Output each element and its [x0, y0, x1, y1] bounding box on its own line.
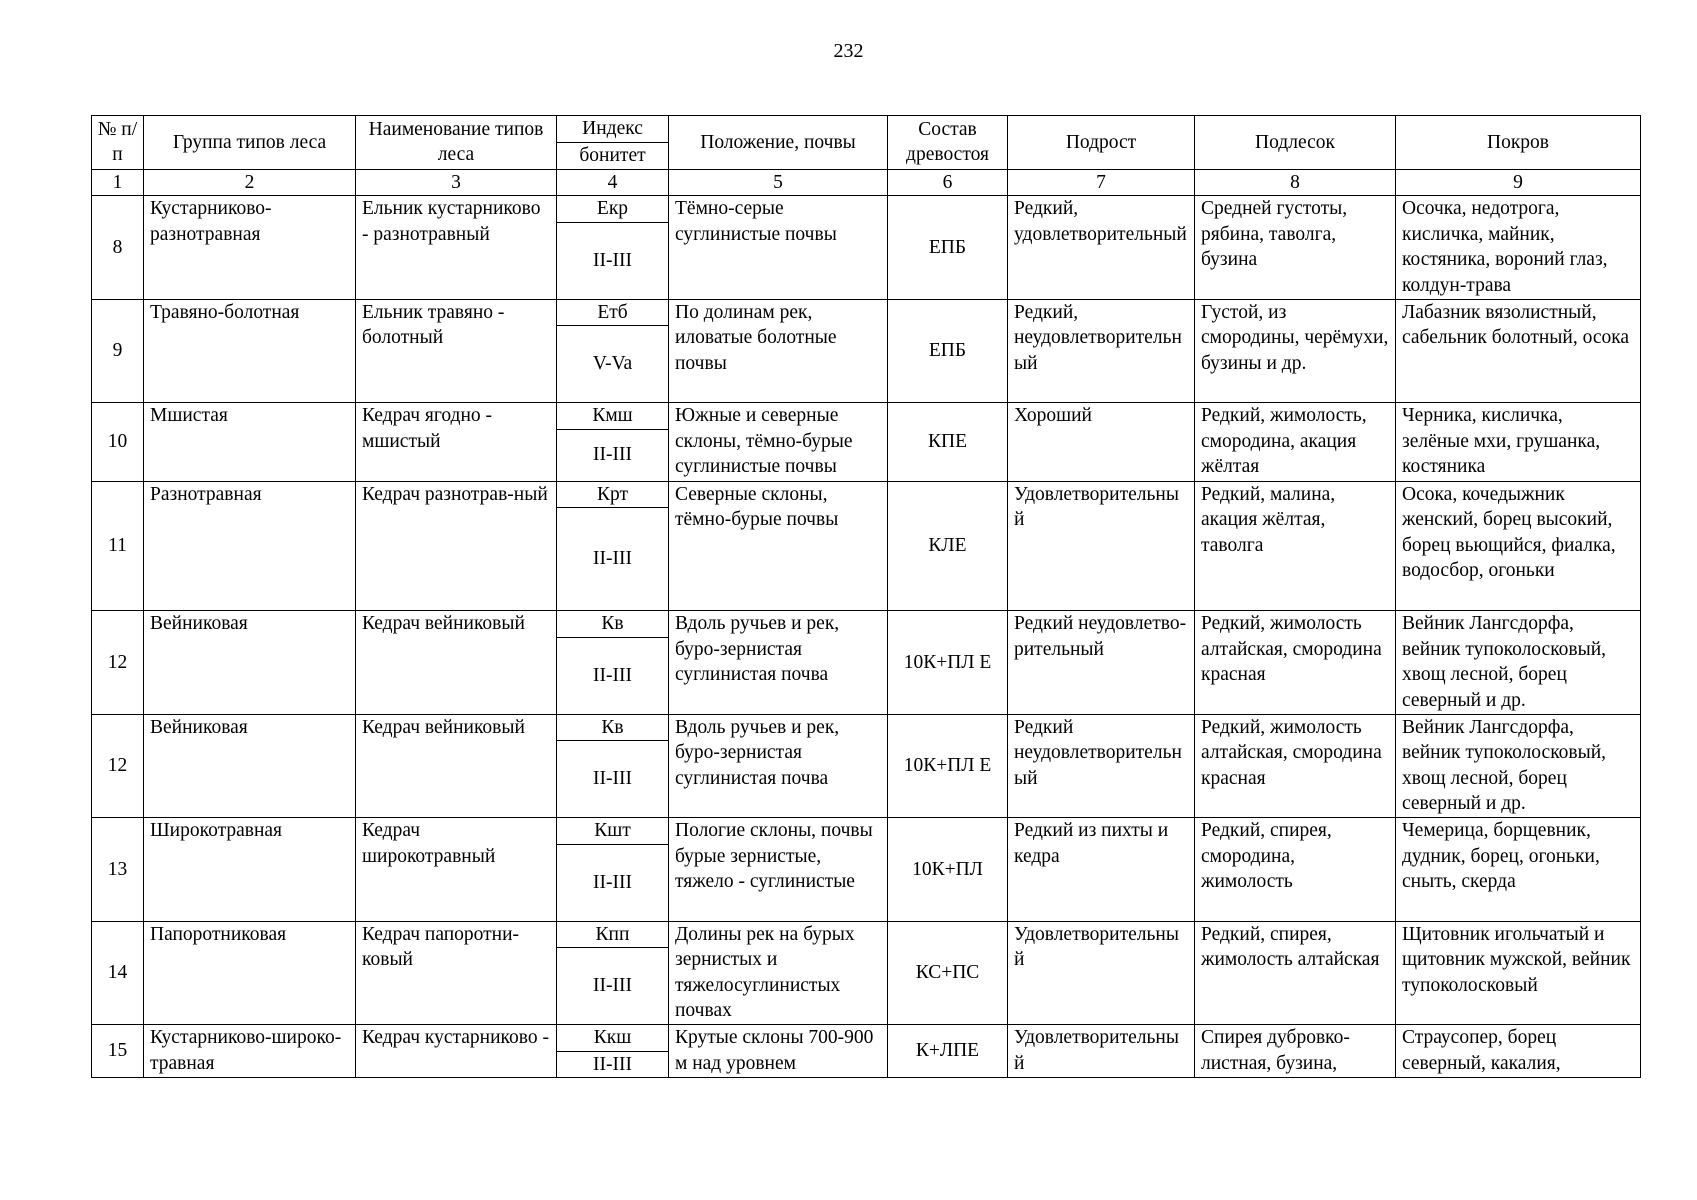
- column-number: 7: [1008, 169, 1195, 196]
- row-name: Ельник кустарниково - разнотравный: [356, 196, 557, 300]
- column-number: 4: [557, 169, 669, 196]
- row-cover: Страусопер, борец северный, какалия,: [1396, 1025, 1641, 1078]
- row-cover: Вейник Лангсдорфа, вейник тупоколосковый, хвощ лесной, борец северный и др.: [1396, 611, 1641, 715]
- row-num: 11: [92, 481, 144, 611]
- row-index: Етб: [557, 299, 669, 326]
- column-number: 3: [356, 169, 557, 196]
- row-cover: Вейник Лангсдорфа, вейник тупоколосковый, хвощ лесной, борец северный и др.: [1396, 714, 1641, 818]
- row-index: Крт: [557, 481, 669, 508]
- row-underbrush: Редкий, спирея, смородина, жимолость: [1195, 818, 1396, 922]
- row-cover: Лабазник вязолистный, сабельник болотный, осока: [1396, 299, 1641, 403]
- row-position: Тёмно-серые суглинистые почвы: [669, 196, 888, 300]
- header-group: Группа типов леса: [144, 116, 356, 170]
- row-cover: Щитовник игольчатый и щитовник мужской, вейник тупоколосковый: [1396, 921, 1641, 1025]
- row-bonitet: II-III: [557, 222, 669, 299]
- row-cover: Чемерица, борщевник, дудник, борец, огоньки, сныть, скерда: [1396, 818, 1641, 922]
- row-group: Вейниковая: [144, 714, 356, 818]
- row-composition: 10К+ПЛ: [888, 818, 1008, 922]
- forest-types-table: [91, 115, 1641, 1078]
- row-underbrush: Редкий, малина, акация жёлтая, таволга: [1195, 481, 1396, 611]
- column-number: 9: [1396, 169, 1641, 196]
- row-position: Пологие склоны, почвы бурые зернистые, тяжело - суглинистые: [669, 818, 888, 922]
- row-num: 12: [92, 714, 144, 818]
- row-name: Кедрач разнотрав-ный: [356, 481, 557, 611]
- row-num: 14: [92, 921, 144, 1025]
- row-undergrowth: Удовлетворительный: [1008, 1025, 1195, 1078]
- table-row: [92, 299, 1641, 326]
- row-num: 10: [92, 403, 144, 482]
- row-group: Травяно-болотная: [144, 299, 356, 403]
- row-bonitet: II-III: [557, 508, 669, 611]
- row-group: Кустарниково-широко-травная: [144, 1025, 356, 1078]
- row-cover: Черника, кисличка, зелёные мхи, грушанка, костяника: [1396, 403, 1641, 482]
- row-bonitet: II-III: [557, 741, 669, 818]
- row-index: Кв: [557, 714, 669, 741]
- row-undergrowth: Редкий, неудовлетворительный: [1008, 299, 1195, 403]
- row-underbrush: Редкий, жимолость алтайская, смородина красная: [1195, 714, 1396, 818]
- table-row: [92, 196, 1641, 223]
- row-name: Кедрач широкотравный: [356, 818, 557, 922]
- row-composition: КПЕ: [888, 403, 1008, 482]
- header-position: Положение, почвы: [669, 116, 888, 170]
- row-index: Кпп: [557, 921, 669, 948]
- row-index: Кшт: [557, 818, 669, 845]
- header-name: Наименование типов леса: [356, 116, 557, 170]
- row-name: Кедрач ягодно - мшистый: [356, 403, 557, 482]
- row-cover: Осочка, недотрога, кисличка, майник, костяника, вороний глаз, колдун-трава: [1396, 196, 1641, 300]
- row-undergrowth: Хороший: [1008, 403, 1195, 482]
- row-bonitet: II-III: [557, 637, 669, 714]
- row-num: 9: [92, 299, 144, 403]
- table-row: [92, 403, 1641, 430]
- row-underbrush: Средней густоты, рябина, таволга, бузина: [1195, 196, 1396, 300]
- row-undergrowth: Редкий неудовлетворительный: [1008, 714, 1195, 818]
- header-num: № п/п: [92, 116, 144, 170]
- row-num: 13: [92, 818, 144, 922]
- column-number-row: [92, 169, 1641, 196]
- header-index: Индекс: [557, 116, 669, 143]
- row-composition: КС+ПС: [888, 921, 1008, 1025]
- row-name: Кедрач вейниковый: [356, 714, 557, 818]
- header-composition: Состав древостоя: [888, 116, 1008, 170]
- row-undergrowth: Редкий, удовлетворительный: [1008, 196, 1195, 300]
- row-num: 8: [92, 196, 144, 300]
- table-row: [92, 611, 1641, 638]
- row-position: Северные склоны, тёмно-бурые почвы: [669, 481, 888, 611]
- row-position: Южные и северные склоны, тёмно-бурые суглинистые почвы: [669, 403, 888, 482]
- row-underbrush: Редкий, жимолость алтайская, смородина красная: [1195, 611, 1396, 715]
- page-number: 232: [833, 40, 864, 62]
- table-header: [92, 116, 1641, 196]
- row-index: Кв: [557, 611, 669, 638]
- row-underbrush: Спирея дубровко-листная, бузина,: [1195, 1025, 1396, 1078]
- row-cover: Осока, кочедыжник женский, борец высокий, борец вьющийся, фиалка, водосбор, огоньки: [1396, 481, 1641, 611]
- column-number: 2: [144, 169, 356, 196]
- row-underbrush: Редкий, жимолость, смородина, акация жёлтая: [1195, 403, 1396, 482]
- row-group: Разнотравная: [144, 481, 356, 611]
- table-row: [92, 921, 1641, 948]
- table-body: [92, 196, 1641, 1078]
- row-composition: 10К+ПЛ Е: [888, 611, 1008, 715]
- row-name: Кедрач вейниковый: [356, 611, 557, 715]
- row-bonitet: II-III: [557, 844, 669, 921]
- table-row: [92, 1025, 1641, 1052]
- row-position: Вдоль ручьев и рек, буро-зернистая суглинистая почва: [669, 611, 888, 715]
- row-position: Долины рек на бурых зернистых и тяжелосуглинистых почвах: [669, 921, 888, 1025]
- row-position: Вдоль ручьев и рек, буро-зернистая суглинистая почва: [669, 714, 888, 818]
- row-composition: К+ЛПЕ: [888, 1025, 1008, 1078]
- row-num: 12: [92, 611, 144, 715]
- row-group: Вейниковая: [144, 611, 356, 715]
- column-number: 8: [1195, 169, 1396, 196]
- column-number: 6: [888, 169, 1008, 196]
- row-index: Ккш: [557, 1025, 669, 1052]
- row-undergrowth: Удовлетворительный: [1008, 481, 1195, 611]
- row-position: По долинам рек, иловатые болотные почвы: [669, 299, 888, 403]
- header-cover: Покров: [1396, 116, 1641, 170]
- header-bonitet: бонитет: [557, 143, 669, 170]
- row-num: 15: [92, 1025, 144, 1078]
- row-composition: ЕПБ: [888, 299, 1008, 403]
- row-index: Екр: [557, 196, 669, 223]
- row-underbrush: Редкий, спирея, жимолость алтайская: [1195, 921, 1396, 1025]
- column-number: 5: [669, 169, 888, 196]
- row-group: Мшистая: [144, 403, 356, 482]
- header-underbrush: Подлесок: [1195, 116, 1396, 170]
- row-group: Широкотравная: [144, 818, 356, 922]
- row-composition: ЕПБ: [888, 196, 1008, 300]
- row-index: Кмш: [557, 403, 669, 430]
- row-undergrowth: Редкий из пихты и кедра: [1008, 818, 1195, 922]
- row-composition: КЛЕ: [888, 481, 1008, 611]
- row-undergrowth: Удовлетворительный: [1008, 921, 1195, 1025]
- table-row: [92, 714, 1641, 741]
- row-name: Ельник травяно - болотный: [356, 299, 557, 403]
- table-row: [92, 818, 1641, 845]
- row-group: Кустарниково-разнотравная: [144, 196, 356, 300]
- row-bonitet: II-III: [557, 948, 669, 1025]
- row-bonitet: II-III: [557, 429, 669, 481]
- header-undergrowth: Подрост: [1008, 116, 1195, 170]
- column-number: 1: [92, 169, 144, 196]
- table-row: [92, 481, 1641, 508]
- row-group: Папоротниковая: [144, 921, 356, 1025]
- row-bonitet: II-III: [557, 1051, 669, 1078]
- row-name: Кедрач папоротни-ковый: [356, 921, 557, 1025]
- row-position: Крутые склоны 700-900 м над уровнем: [669, 1025, 888, 1078]
- row-name: Кедрач кустарниково -: [356, 1025, 557, 1078]
- row-undergrowth: Редкий неудовлетво-рительный: [1008, 611, 1195, 715]
- row-bonitet: V-Va: [557, 326, 669, 403]
- row-composition: 10К+ПЛ Е: [888, 714, 1008, 818]
- row-underbrush: Густой, из смородины, черёмухи, бузины и др.: [1195, 299, 1396, 403]
